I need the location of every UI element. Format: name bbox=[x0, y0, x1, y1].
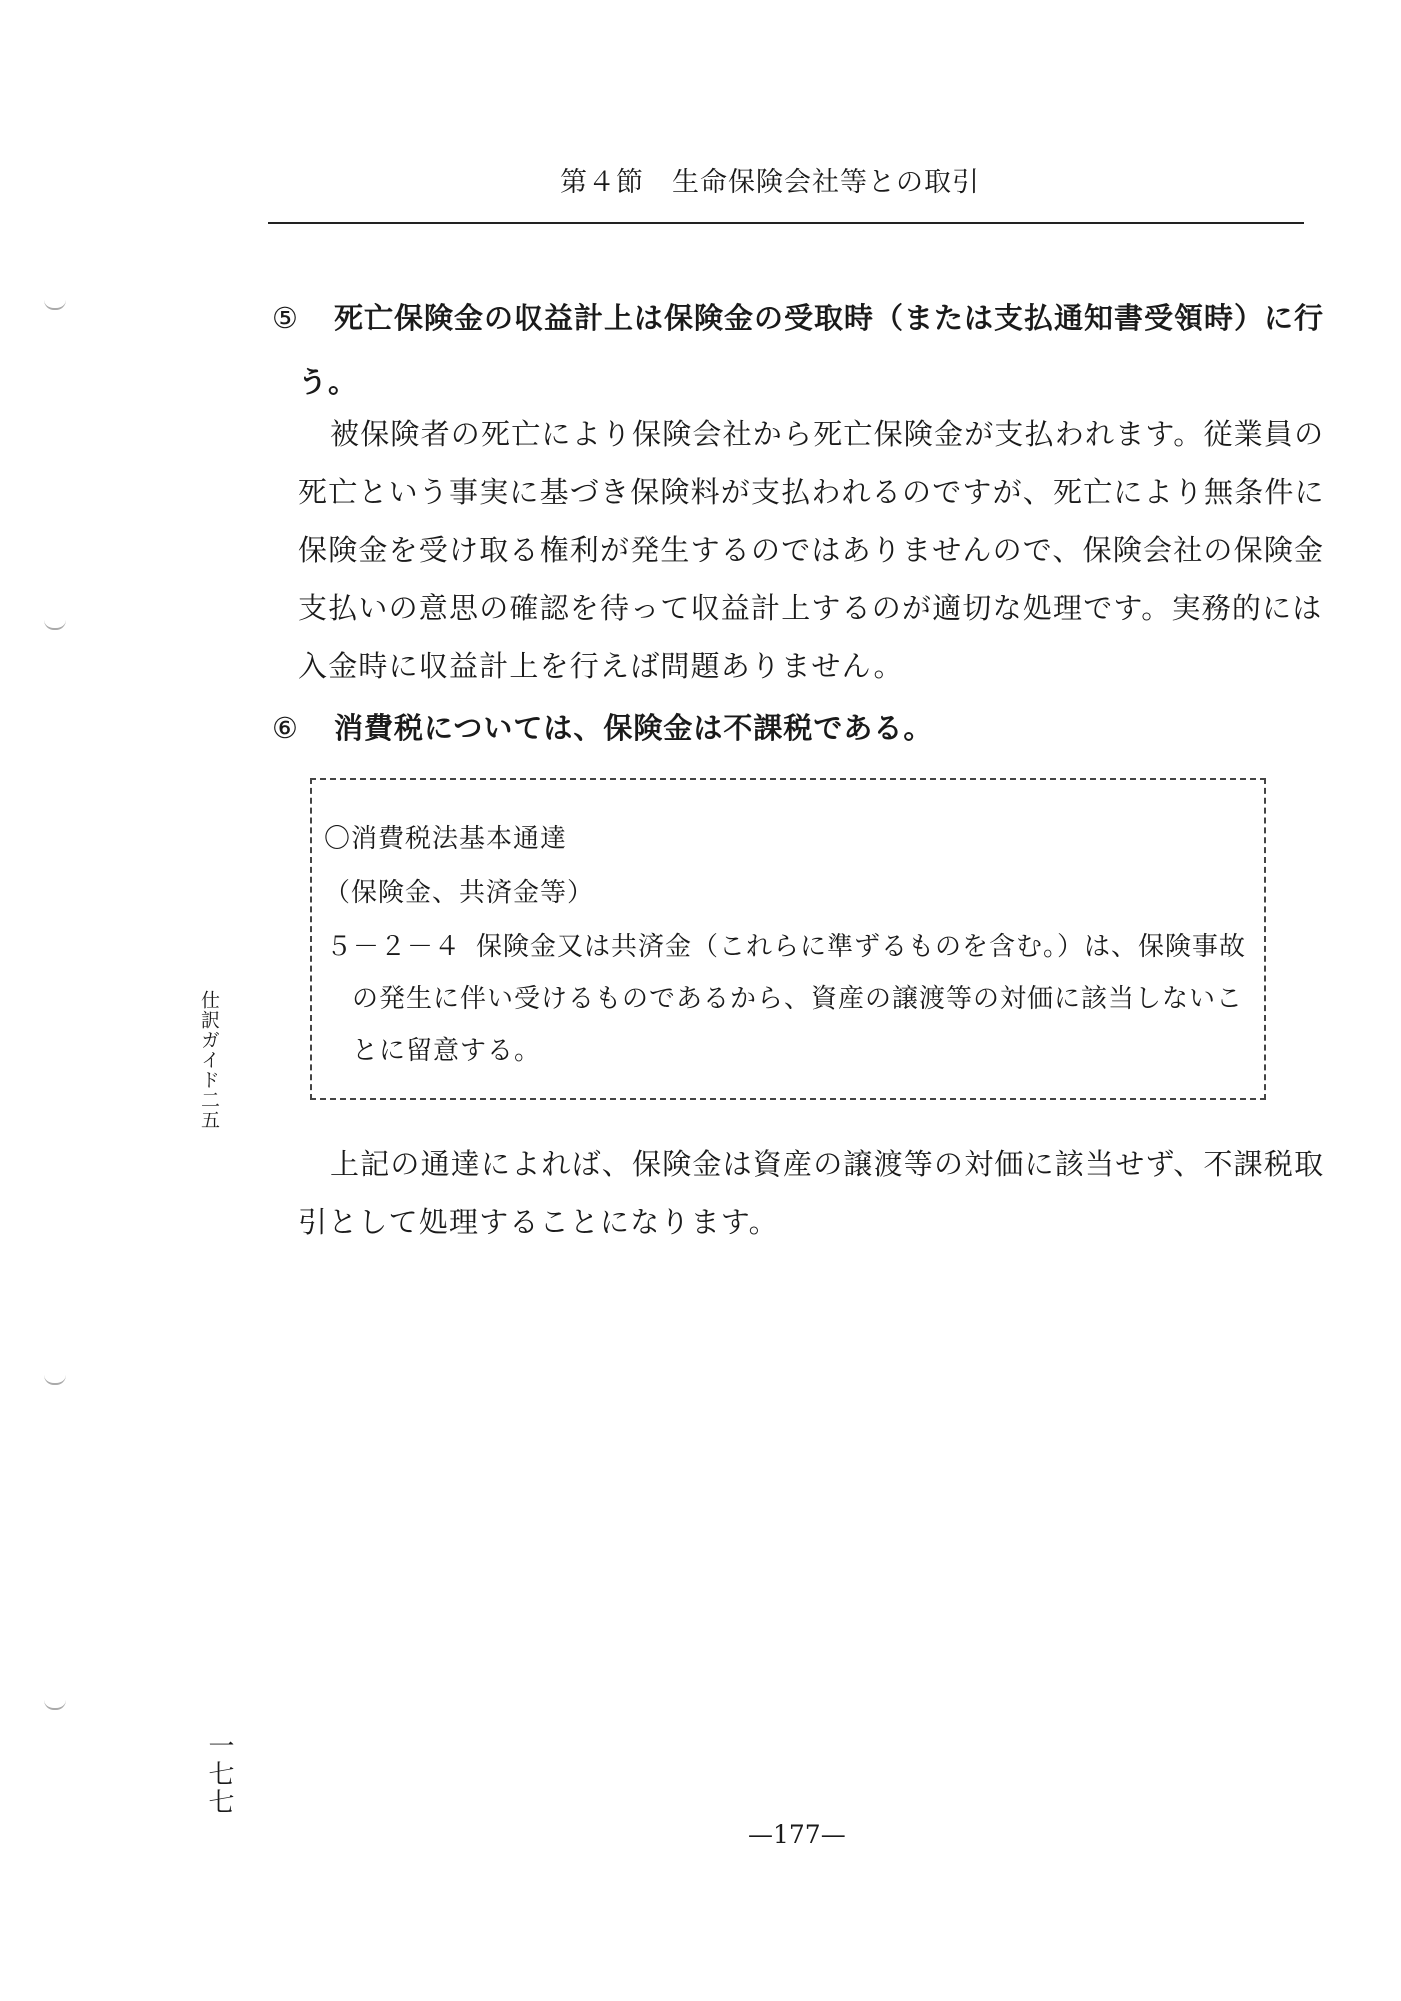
section-header: 第４節 生命保険会社等との取引 bbox=[560, 167, 980, 198]
margin-mark bbox=[44, 1375, 66, 1385]
box-clause-text1: 保険金又は共済金（これらに準ずるものを含む。）は、保険事故 bbox=[476, 932, 1247, 962]
conclusion-line: 引として処理することになります。 bbox=[298, 1205, 779, 1239]
item5-heading bbox=[272, 296, 1324, 337]
margin-mark bbox=[44, 300, 66, 310]
box-title: 〇消費税法基本通達 bbox=[324, 824, 568, 854]
item5-body-line: 被保険者の死亡により保険会社から死亡保険金が支払われます。従業員の bbox=[330, 417, 1325, 451]
margin-mark bbox=[44, 620, 66, 630]
box-clause-line2: の発生に伴い受けるものであるから、資産の譲渡等の対価に該当しないこ bbox=[352, 984, 1244, 1014]
item5-title-line1: 死亡保険金の収益計上は保険金の受取時（または支払通知書受領時）に行 bbox=[334, 301, 1325, 335]
item5-title-line2: う。 bbox=[298, 365, 359, 399]
header-rule bbox=[268, 222, 1304, 224]
item6-heading bbox=[272, 706, 933, 747]
item5-body-line: 入金時に収益計上を行えば問題ありません。 bbox=[298, 649, 904, 683]
side-page-kanji: 一七七 bbox=[204, 1732, 234, 1816]
item5-body-line: 死亡という事実に基づき保険料が支払われるのですが、死亡により無条件に bbox=[298, 475, 1325, 509]
circular-box bbox=[310, 778, 1266, 1100]
box-subtitle: （保険金、共済金等） bbox=[324, 878, 595, 908]
item6-title: 消費税については、保険金は不課税である。 bbox=[334, 711, 934, 745]
side-guide-label: 仕訳ガイド二五 bbox=[198, 990, 220, 1130]
box-clause-line3: とに留意する。 bbox=[352, 1036, 542, 1066]
item5-body-line: 支払いの意思の確認を待って収益計上するのが適切な処理です。実務的には bbox=[298, 591, 1323, 625]
item5-number: ⑤ bbox=[272, 301, 299, 335]
item6-number: ⑥ bbox=[272, 711, 299, 745]
margin-mark bbox=[44, 1700, 66, 1710]
box-clause-number: ５－２－４ bbox=[326, 932, 462, 962]
item5-body-line: 保険金を受け取る権利が発生するのではありませんので、保険会社の保険金 bbox=[298, 533, 1325, 567]
page-number: —177— bbox=[748, 1820, 846, 1849]
box-clause-line1 bbox=[326, 926, 1246, 963]
conclusion-line: 上記の通達によれば、保険金は資産の譲渡等の対価に該当せず、不課税取 bbox=[330, 1147, 1325, 1181]
